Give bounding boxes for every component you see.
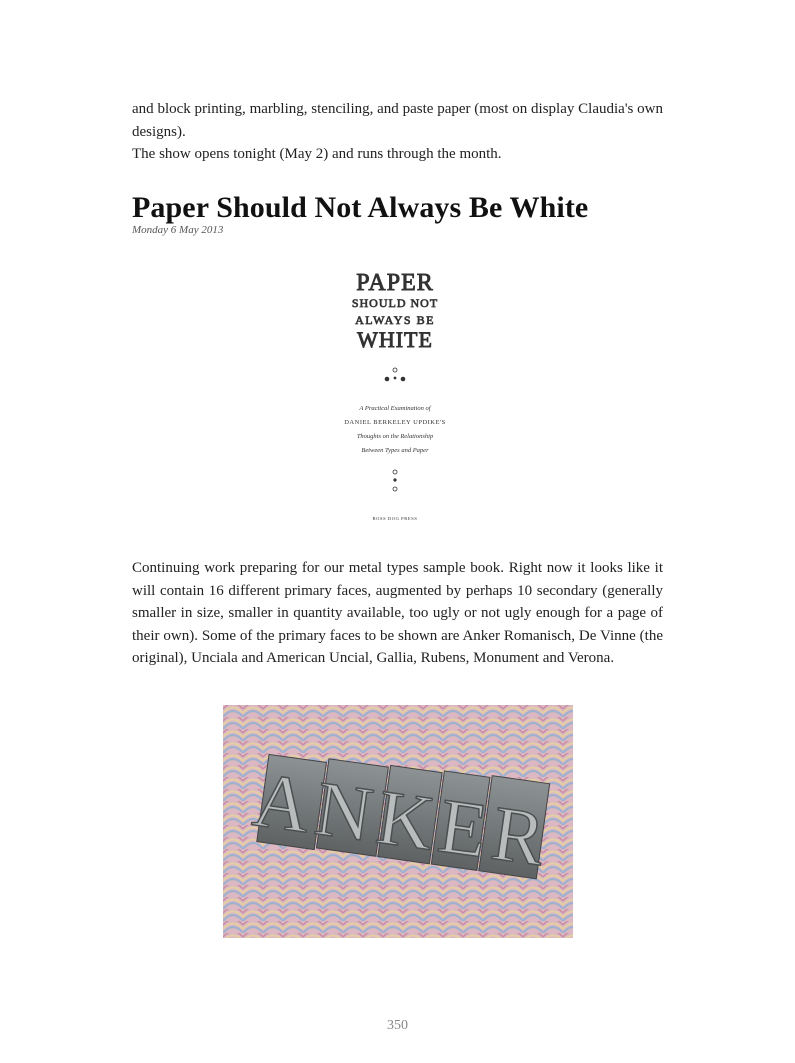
cover-subtitle: DANIEL BERKELEY UPDIKE'S: [344, 419, 446, 426]
body-paragraph: Continuing work preparing for our metal types sample book. Right now it looks like it will contain 16 different primary faces, augmented by perhaps 10 secondary (generally smaller in size, smaller in quantity available, too ugly or not ugly enough for a page of their own). Some of the primary faces to be shown are Anker Romanisch, De Vinne (the original), Unciala and American Uncial, Gallia, Rubens, Monument and Verona.: [132, 560, 663, 666]
cover-title-line: WHITE: [357, 327, 433, 352]
intro-paragraph: and block printing, marbling, stenciling, and paste paper (most on display Claudia's own designs).: [132, 101, 663, 140]
book-cover-image: [320, 262, 470, 532]
post-title: Paper Should Not Always Be White: [132, 191, 589, 224]
cover-subtitle: A Practical Examination of: [359, 405, 431, 412]
ornament-icon: [385, 368, 406, 381]
cover-title-line: ALWAYS BE: [355, 313, 435, 327]
cover-subtitle: Between Types and Paper: [361, 447, 429, 454]
cover-publisher: BOSS DOG PRESS: [372, 516, 418, 521]
page-number: 350: [387, 1018, 408, 1033]
intro-paragraph-2: The show opens tonight (May 2) and runs through the month.: [132, 146, 502, 162]
type-letters: ANKER: [248, 755, 557, 883]
ornament-icon: [393, 470, 397, 491]
post-date: Monday 6 May 2013: [132, 224, 224, 236]
intro-text: [132, 98, 663, 166]
cover-title-line: PAPER: [356, 270, 434, 296]
cover-subtitle: Thoughts on the Relationship: [356, 433, 434, 440]
cover-title-line: SHOULD NOT: [351, 296, 439, 310]
anker-type-photo: [223, 705, 573, 938]
